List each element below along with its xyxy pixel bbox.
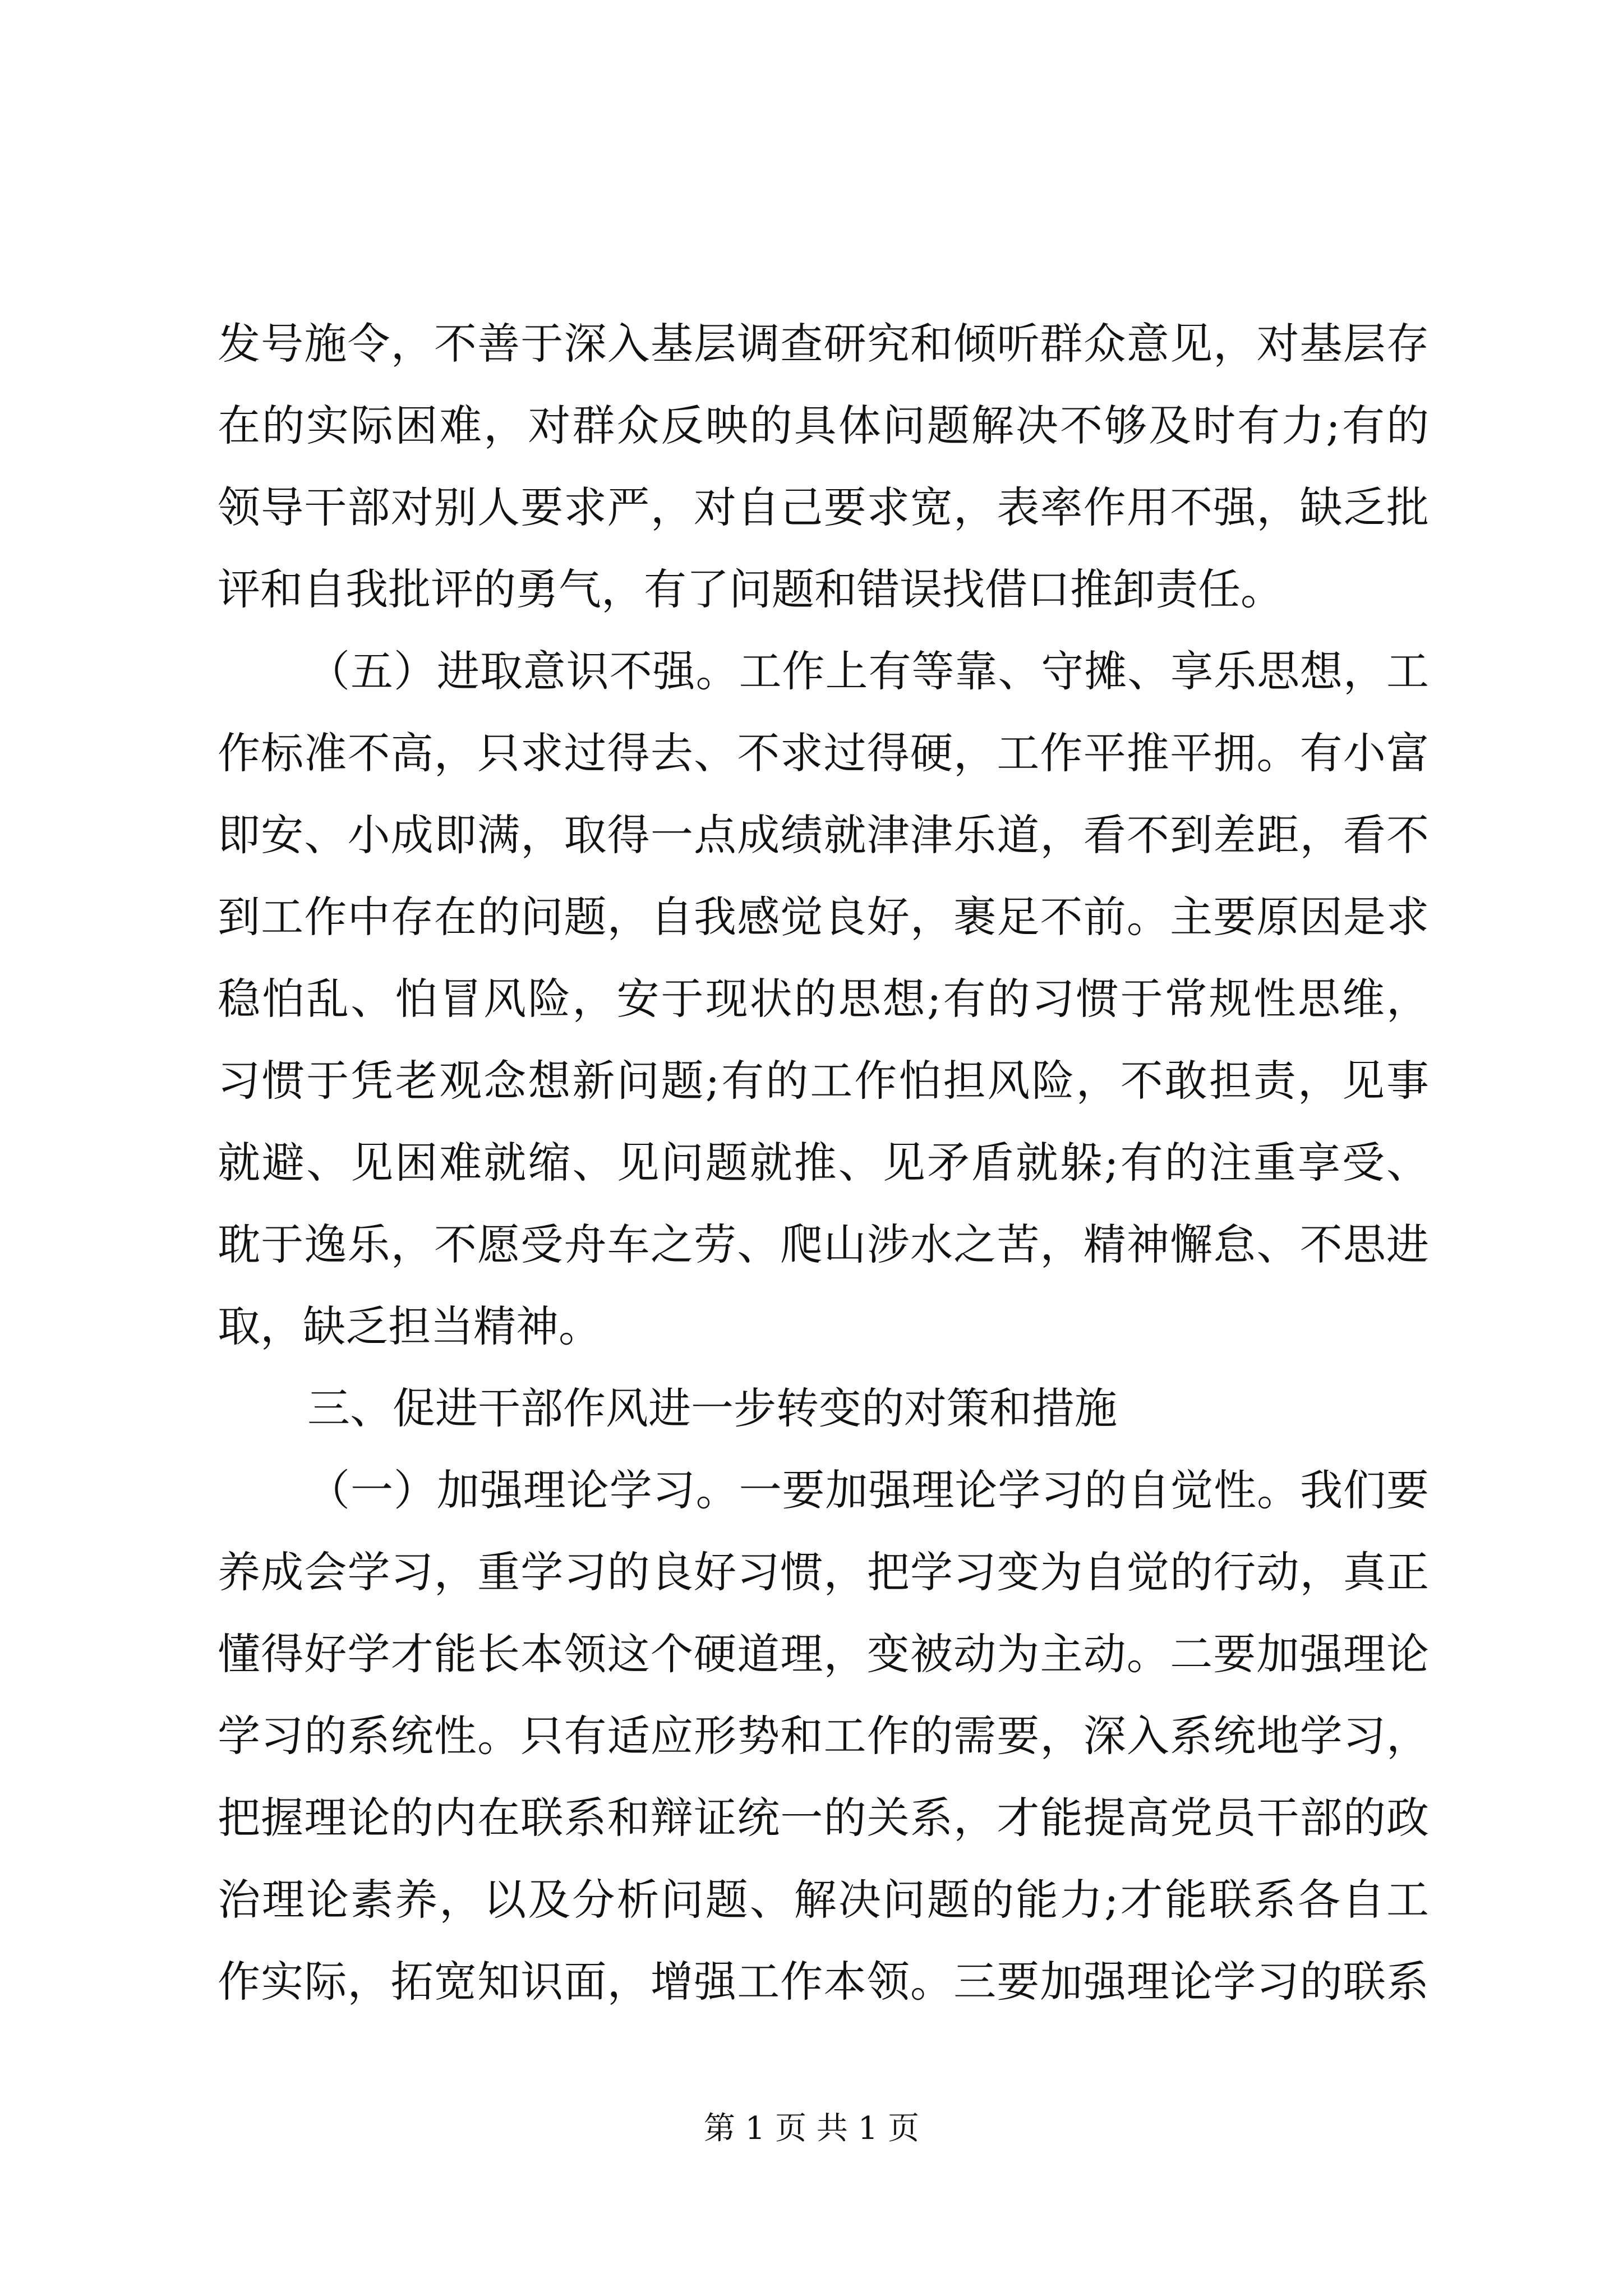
text-line: 作实际，拓宽知识面，增强工作本领。三要加强理论学习的联系: [218, 1957, 1429, 2007]
text-line: 取，缺乏担当精神。: [218, 1301, 601, 1351]
text-line: 评和自我批评的勇气，有了问题和错误找借口推卸责任。: [218, 564, 1283, 614]
text-line: 到工作中存在的问题，自我感觉良好，裹足不前。主要原因是求: [218, 892, 1429, 942]
text-line: 在的实际困难，对群众反映的具体问题解决不够及时有力;有的: [218, 401, 1429, 450]
paragraph-first-line: （五）进取意识不强。工作上有等靠、守摊、享乐思想，工: [307, 646, 1429, 696]
section-heading: 三、促进干部作风进一步转变的对策和措施: [307, 1383, 1117, 1433]
paragraph-first-line: （一）加强理论学习。一要加强理论学习的自觉性。我们要: [307, 1465, 1429, 1515]
text-line: 即安、小成即满，取得一点成绩就津津乐道，看不到差距，看不: [218, 810, 1429, 860]
text-line: 领导干部对别人要求严，对自己要求宽，表率作用不强，缺乏批: [218, 482, 1429, 532]
text-line: 养成会学习，重学习的良好习惯，把学习变为自觉的行动，真正: [218, 1547, 1429, 1597]
text-line: 懂得好学才能长本领这个硬道理，变被动为主动。二要加强理论: [218, 1629, 1429, 1679]
text-line: 耽于逸乐，不愿受舟车之劳、爬山涉水之苦，精神懈怠、不思进: [218, 1220, 1429, 1269]
page-footer: 第 1 页 共 1 页: [703, 2110, 920, 2147]
text-line: 作标准不高，只求过得去、不求过得硬，工作平推平拥。有小富: [218, 728, 1429, 778]
text-line: 习惯于凭老观念想新问题;有的工作怕担风险，不敢担责，见事: [218, 1056, 1429, 1106]
text-line: 治理论素养，以及分析问题、解决问题的能力;才能联系各自工: [218, 1875, 1429, 1925]
text-line: 学习的系统性。只有适应形势和工作的需要，深入系统地学习，: [218, 1711, 1429, 1761]
text-line: 就避、见困难就缩、见问题就推、见矛盾就躲;有的注重享受、: [218, 1138, 1429, 1188]
text-line: 稳怕乱、怕冒风险，安于现状的思想;有的习惯于常规性思维，: [218, 974, 1429, 1024]
body-text: [218, 303, 1429, 2023]
text-line: 发号施令，不善于深入基层调查研究和倾听群众意见，对基层存: [218, 319, 1429, 369]
text-line: 把握理论的内在联系和辩证统一的关系，才能提高党员干部的政: [218, 1793, 1429, 1843]
